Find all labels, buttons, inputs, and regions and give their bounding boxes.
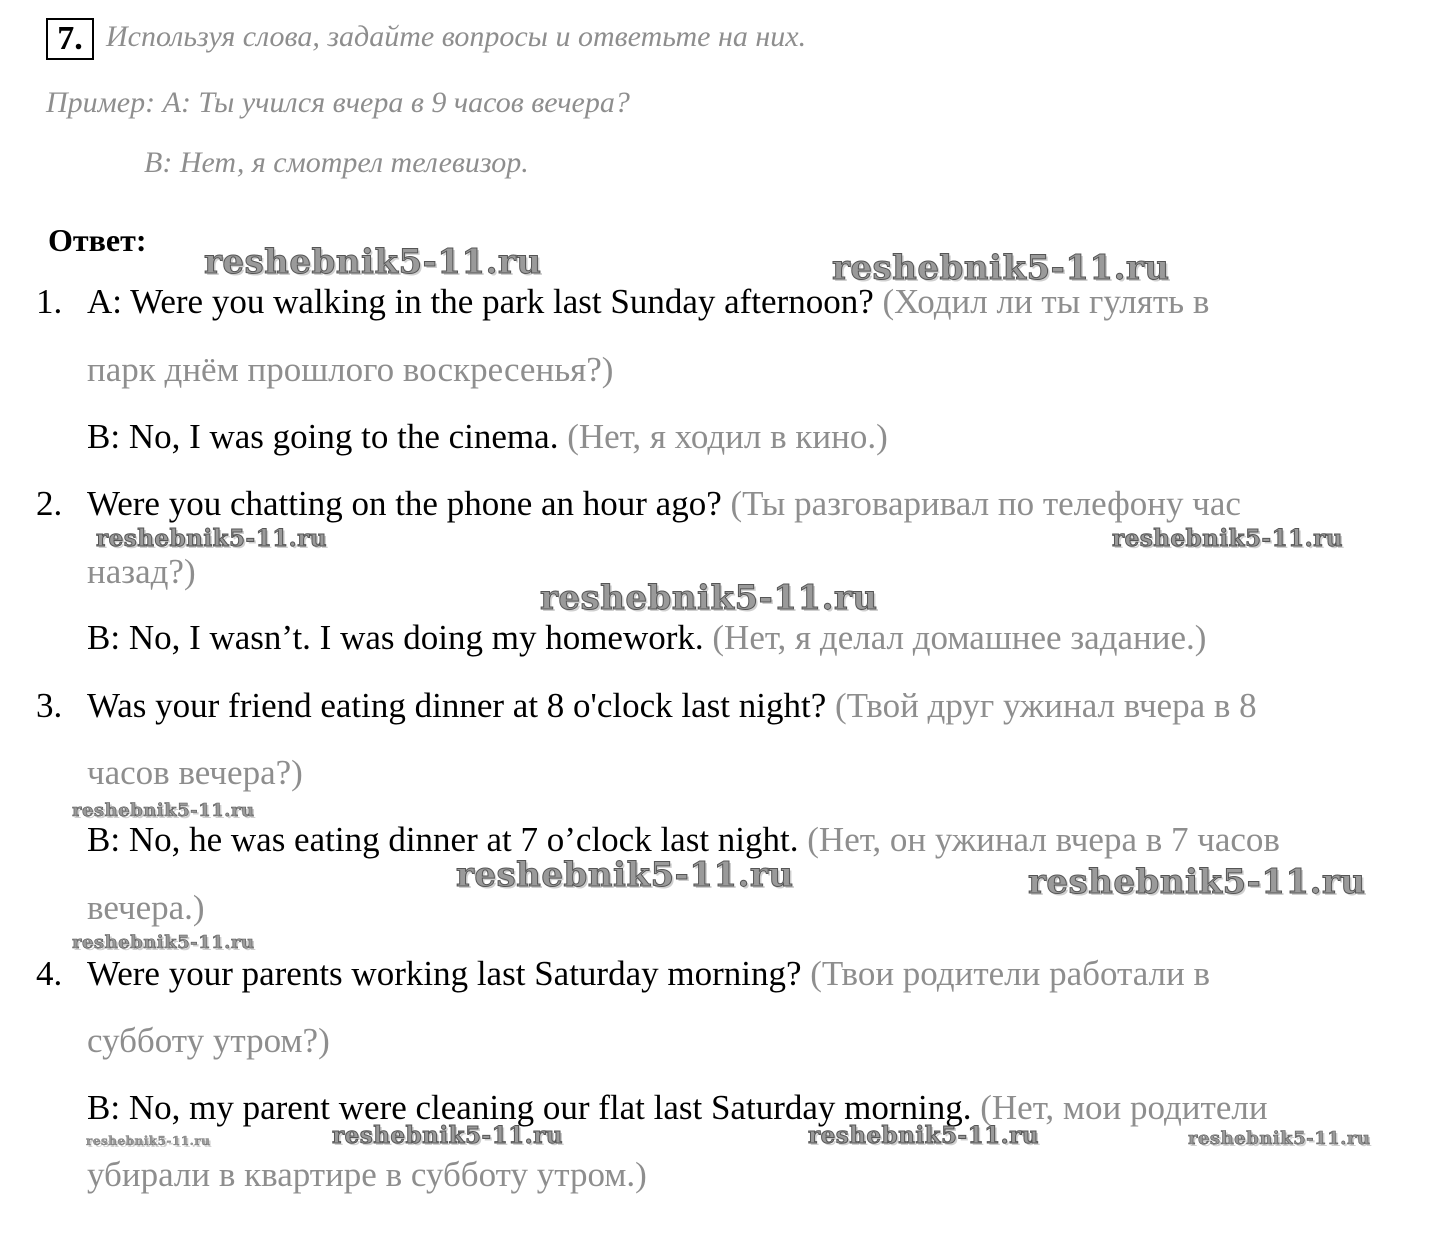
- russian-translation: (Твой друг ужинал вчера в 8: [835, 686, 1257, 725]
- answer-line: [87, 753, 303, 793]
- answer-line: [87, 1088, 1268, 1128]
- russian-translation: (Нет, я делал домашнее задание.): [712, 618, 1207, 657]
- answer-line: [87, 417, 888, 457]
- answer-line: [87, 552, 196, 592]
- watermark: reshebnik5-11.ru: [832, 248, 1170, 288]
- answer-line: [87, 954, 1210, 994]
- english-text: B: No, he was eating dinner at 7 o’clock last night.: [87, 820, 808, 859]
- example-question: Пример: A: Ты учился вчера в 9 часов вечера?: [46, 86, 630, 119]
- russian-translation: убирали в квартире в субботу утром.): [87, 1155, 647, 1194]
- english-text: B: No, I was going to the cinema.: [87, 417, 568, 456]
- answer-line: [87, 484, 1241, 524]
- russian-translation: субботу утром?): [87, 1021, 330, 1060]
- watermark: reshebnik5-11.ru: [72, 800, 255, 821]
- watermark: reshebnik5-11.ru: [204, 242, 542, 282]
- russian-translation: вечера.): [87, 888, 205, 927]
- answer-line: [87, 888, 205, 928]
- english-text: B: No, my parent were cleaning our flat last Saturday morning.: [87, 1088, 981, 1127]
- watermark: reshebnik5-11.ru: [96, 525, 327, 552]
- answer-label: Ответ:: [48, 222, 147, 258]
- example-answer: B: Нет, я смотрел телевизор.: [144, 146, 529, 179]
- answer-line: [87, 1021, 330, 1061]
- answer-line: [87, 350, 613, 390]
- english-text: Were your parents working last Saturday morning?: [87, 954, 811, 993]
- russian-translation: часов вечера?): [87, 753, 303, 792]
- english-text: Was your friend eating dinner at 8 o'clock last night?: [87, 686, 835, 725]
- watermark: reshebnik5-11.ru: [540, 578, 878, 618]
- item-number: 1.: [36, 282, 63, 321]
- watermark: reshebnik5-11.ru: [1028, 862, 1366, 902]
- russian-translation: назад?): [87, 552, 196, 591]
- watermark: reshebnik5-11.ru: [72, 932, 255, 953]
- russian-translation: парк днём прошлого воскресенья?): [87, 350, 614, 389]
- item-number: 3.: [36, 686, 63, 725]
- russian-translation: (Нет, я ходил в кино.): [567, 417, 888, 456]
- watermark: reshebnik5-11.ru: [332, 1122, 563, 1149]
- answer-line: [87, 618, 1206, 658]
- russian-translation: (Ты разговаривал по телефону час: [730, 484, 1241, 523]
- item-number: 2.: [36, 484, 63, 523]
- item-number: 4.: [36, 954, 63, 993]
- russian-translation: (Нет, мои родители: [980, 1088, 1268, 1127]
- english-text: Were you chatting on the phone an hour ago?: [87, 484, 731, 523]
- russian-translation: (Ходил ли ты гулять в: [882, 282, 1210, 321]
- answer-line: [87, 820, 1280, 860]
- russian-translation: (Твои родители работали в: [810, 954, 1211, 993]
- english-text: B: No, I wasn’t. I was doing my homework.: [87, 618, 713, 657]
- answer-line: [87, 1155, 647, 1195]
- task-instruction: Используя слова, задайте вопросы и ответьте на них.: [106, 20, 807, 53]
- answer-line: [87, 282, 1209, 322]
- task-number: 7.: [46, 18, 94, 60]
- watermark: reshebnik5-11.ru: [808, 1122, 1039, 1149]
- watermark: reshebnik5-11.ru: [1188, 1128, 1371, 1149]
- watermark: reshebnik5-11.ru: [456, 855, 794, 895]
- russian-translation: (Нет, он ужинал вчера в 7 часов: [807, 820, 1280, 859]
- watermark: reshebnik5-11.ru: [86, 1134, 211, 1148]
- watermark: reshebnik5-11.ru: [1112, 525, 1343, 552]
- english-text: A: Were you walking in the park last Sunday afternoon?: [87, 282, 883, 321]
- answer-line: [87, 686, 1257, 726]
